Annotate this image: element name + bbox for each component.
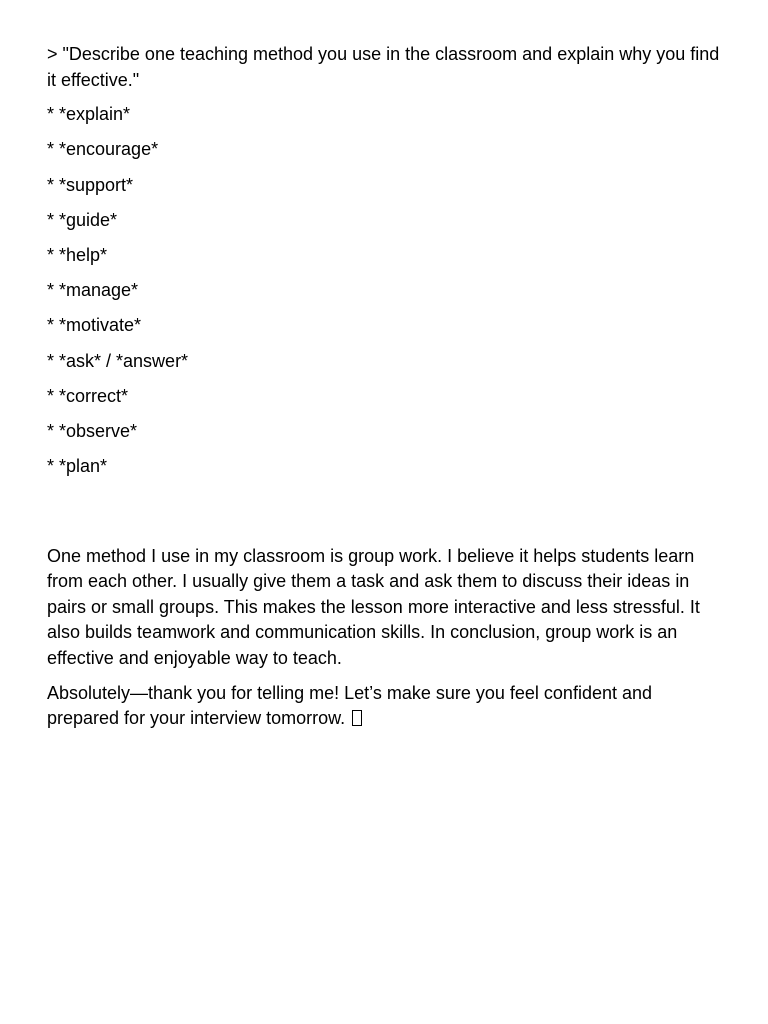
list-item: * *observe* <box>47 420 138 441</box>
list-item: * *help* <box>47 244 108 265</box>
list-item: * *ask* / *answer* <box>47 350 189 371</box>
closing-paragraph <box>47 681 722 732</box>
keyword-list <box>47 102 722 479</box>
list-item: * *plan* <box>47 456 108 477</box>
list-item: * *manage* <box>47 280 139 301</box>
missing-glyph-icon <box>352 710 362 726</box>
sample-answer-text: One method I use in my classroom is group work. I believe it helps students learn from each other. I usually give them a task and ask them to discuss their ideas in pairs or small groups. This makes the lesson more interactive and less stressful. It also builds teamwork and communication skills. In conclusion, group work is an effective and enjoyable way to teach. <box>47 545 700 669</box>
list-item: * *encourage* <box>47 139 159 160</box>
list-item: * *explain* <box>47 104 131 125</box>
list-item: * *support* <box>47 174 134 195</box>
list-item: * *motivate* <box>47 315 142 336</box>
sample-answer-paragraph <box>47 544 722 672</box>
closing-text: Absolutely—thank you for telling me! Let’s make sure you feel confident and prepared for your interview tomorrow. <box>47 682 653 729</box>
prompt-quote: > "Describe one teaching method you use in the classroom and explain why you find it effective." <box>47 44 720 90</box>
list-item: * *guide* <box>47 209 118 230</box>
list-item: * *correct* <box>47 385 129 406</box>
